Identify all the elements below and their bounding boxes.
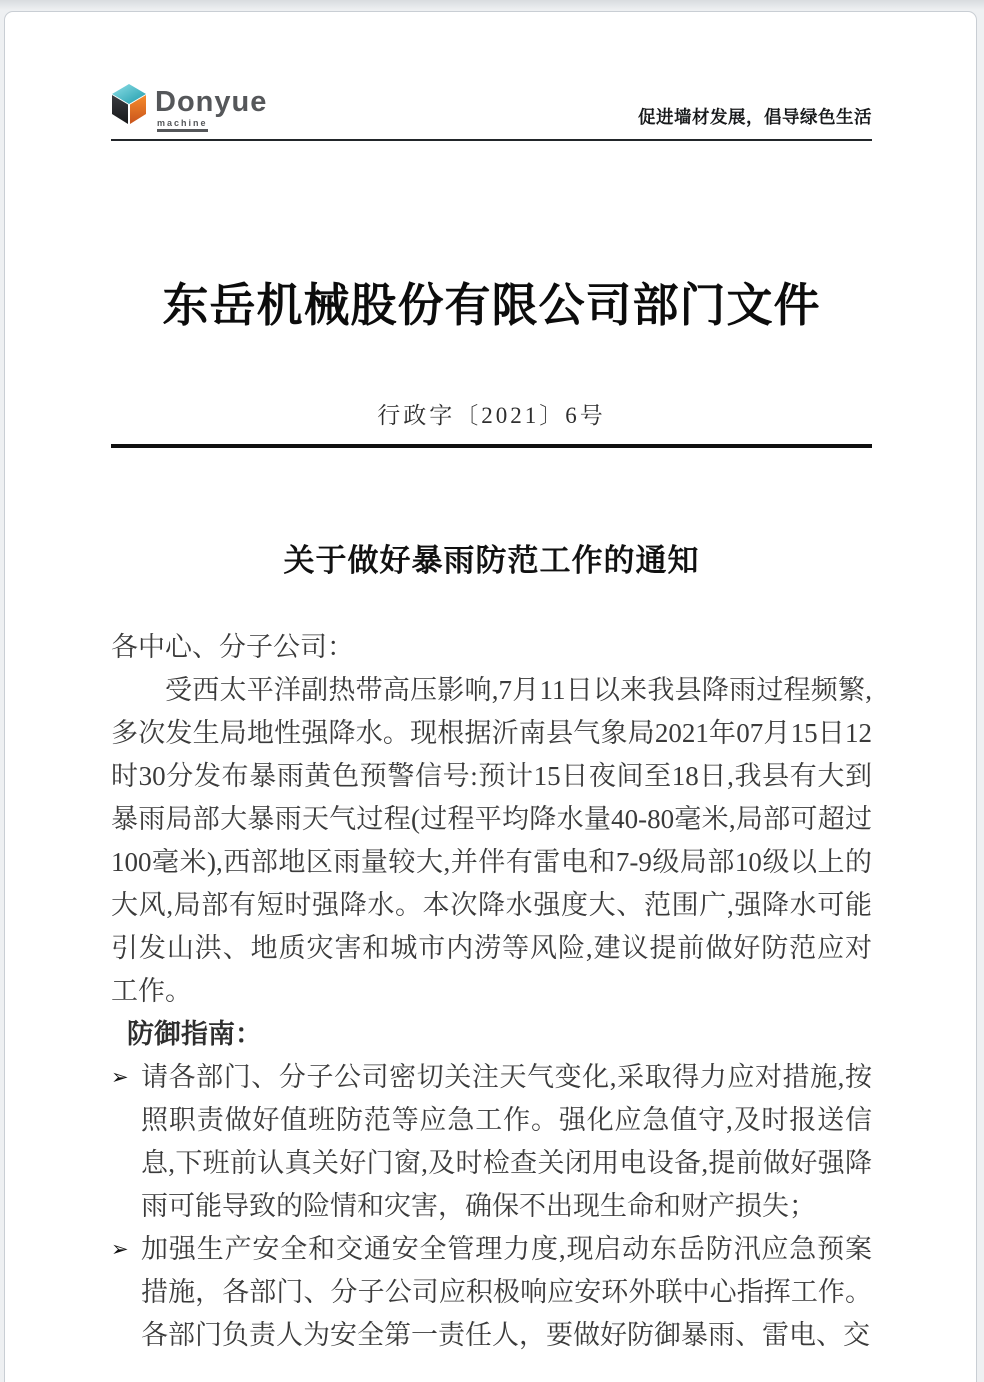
document-number: 行政字〔2021〕6号 [377, 403, 606, 428]
bullet-text: 请各部门、分子公司密切关注天气变化,采取得力应对措施,按照职责做好值班防范等应急工作。强化应急值守,及时报送信息,下班前认真关好门窗,及时检查关闭用电设备,提前做好强降雨可能导致的险情和灾害，确保不出现生命和财产损失； [141, 1062, 872, 1221]
letterhead [111, 82, 872, 141]
notice-body [111, 626, 872, 1357]
company-logo [111, 82, 267, 132]
body-paragraph: 受西太平洋副热带高压影响,7月11日以来我县降雨过程频繁,多次发生局地性强降水。现根据沂南县气象局2021年07月15日12时30分发布暴雨黄色预警信号:预计15日夜间至18日,我县有大到暴雨局部大暴雨天气过程(过程平均降水量40-80毫米,局部可超过100毫米),西部地区雨量较大,并伴有雷电和7-9级局部10级以上的大风,局部有短时强降水。本次降水强度大、范围广,强降水可能引发山洪、地质灾害和城市内涝等风险,建议提前做好防范应对工作。 [111, 675, 872, 1006]
document-page [4, 11, 977, 1382]
bullet-text: 加强生产安全和交通安全管理力度,现启动东岳防汛应急预案措施，各部门、分子公司应积极响应安环外联中心指挥工作。各部门负责人为安全第一责任人，要做好防御暴雨、雷电、交 [141, 1234, 872, 1350]
guide-heading: 防御指南： [127, 1019, 262, 1049]
document-title: 东岳机械股份有限公司部门文件 [162, 280, 821, 331]
arrow-bullet-icon: ➢ [111, 1237, 129, 1261]
salutation-line: 各中心、分子公司： [111, 632, 354, 662]
masthead-divider-rule [111, 444, 872, 448]
guide-bullet-item [111, 1228, 872, 1357]
page-content [5, 12, 976, 1357]
notice-subject-title: 关于做好暴雨防范工作的通知 [283, 543, 700, 578]
guide-bullet-item [111, 1056, 872, 1228]
arrow-bullet-icon: ➢ [111, 1065, 129, 1089]
logo-name: Donyue [155, 86, 268, 118]
logo-cube-icon [111, 83, 147, 125]
logo-subtitle: machine [157, 119, 208, 132]
logo-wordmark [155, 88, 267, 132]
company-slogan: 促进墙材发展，倡导绿色生活 [638, 107, 872, 127]
